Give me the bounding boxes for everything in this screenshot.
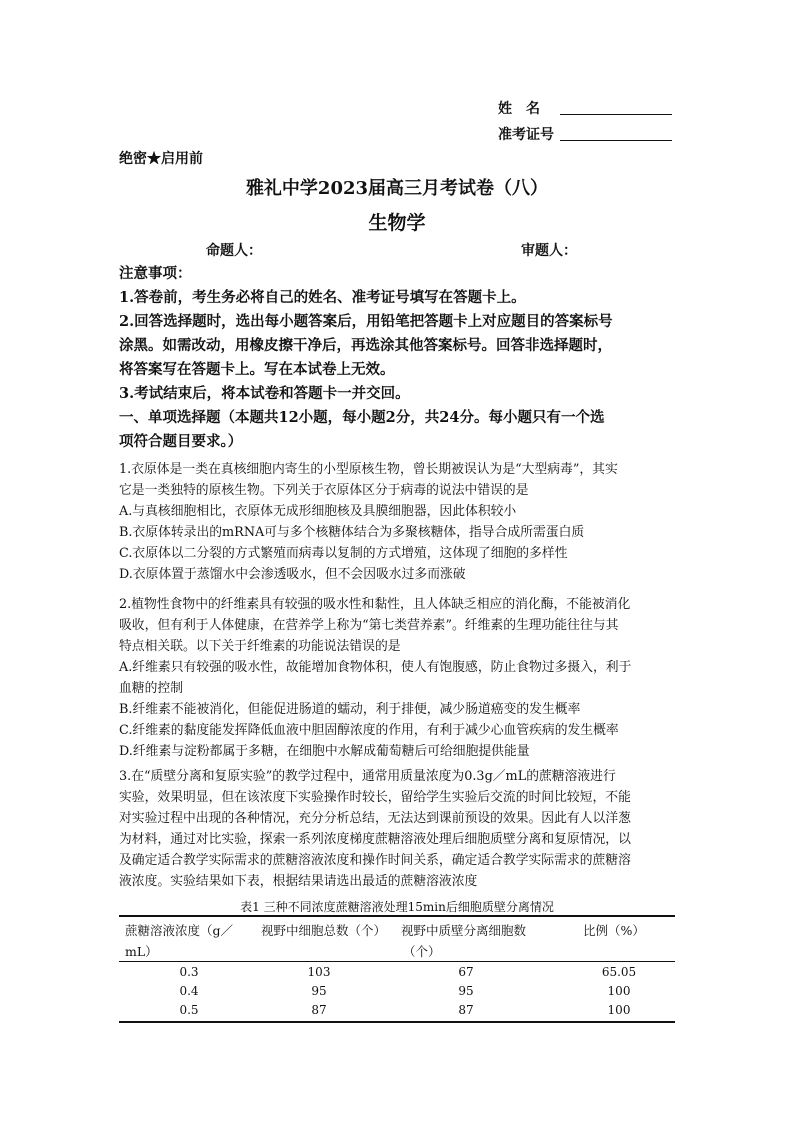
header-total-cells: 视野中细胞总数（个） bbox=[261, 923, 387, 938]
exam-title: 雅礼中学2023届高三月考试卷（八） bbox=[245, 178, 549, 199]
table-cell-concentration: 0.3 bbox=[179, 965, 199, 979]
candidate-id-field bbox=[498, 124, 678, 144]
table-cell-concentration: 0.5 bbox=[179, 1003, 199, 1017]
header-plasmolyzed-unit: （个） bbox=[403, 944, 441, 959]
header-plasmolyzed-cells: 视野中质壁分离细胞数 bbox=[401, 923, 527, 938]
notice-section bbox=[119, 262, 675, 454]
question-3 bbox=[119, 766, 675, 892]
reviewer-label: 审题人： bbox=[521, 243, 577, 259]
option-b: B.衣原体转录出的mRNA可与多个核糖体结合为多聚核糖体，指导合成所需蛋白质 bbox=[119, 525, 585, 540]
question-stem: 实验，效果明显，但在该浓度下实验操作时较长，留给学生实验后交流的时间比较短，不能 bbox=[119, 790, 631, 805]
table-cell-total: 103 bbox=[307, 965, 331, 979]
option-c: C.纤维素的黏度能发挥降低血液中胆固醇浓度的作用，有利于减少心血管疾病的发生概率 bbox=[119, 723, 619, 738]
table-cell-plasmolyzed: 95 bbox=[458, 984, 474, 998]
table-cell-plasmolyzed: 67 bbox=[458, 965, 474, 979]
id-blank-line bbox=[560, 126, 672, 141]
setter-label: 命题人： bbox=[206, 243, 262, 259]
table-top-rule bbox=[119, 915, 675, 917]
table-cell-plasmolyzed: 87 bbox=[458, 1003, 474, 1017]
header-concentration-unit: mL） bbox=[125, 944, 158, 959]
table-cell-ratio: 65.05 bbox=[601, 965, 637, 979]
question-stem: 吸收，但有利于人体健康，在营养学上称为“第七类营养素”。纤维素的生理功能往往与其 bbox=[119, 618, 619, 633]
option-a: A.与真核细胞相比，衣原体无成形细胞核及具膜细胞器，因此体积较小 bbox=[119, 504, 517, 519]
secret-mark: 绝密★启用前 bbox=[119, 151, 203, 167]
table-cell-total: 95 bbox=[311, 984, 327, 998]
option-a: A.纤维素只有较强的吸水性，故能增加食物体积，使人有饱腹感，防止食物过多摄入，利于 bbox=[119, 660, 632, 675]
section-heading-cont: 项符合题目要求。） bbox=[119, 433, 243, 450]
header-ratio: 比例（%） bbox=[583, 923, 645, 938]
notice-item: 2.回答选择题时，选出每小题答案后，用铅笔把答题卡上对应题目的答案标号 bbox=[119, 313, 613, 330]
name-label: 姓 名 bbox=[498, 101, 540, 117]
question-stem: 对实验过程中出现的各种情况，充分分析总结，无法达到课前预设的效果。因此有人以洋葱 bbox=[119, 811, 631, 826]
notice-heading: 注意事项： bbox=[119, 265, 192, 282]
question-stem: 特点相关联。以下关于纤维素的功能说法错误的是 bbox=[119, 639, 401, 654]
notice-item: 涂黑。如需改动，用橡皮擦干净后，再选涂其他答案标号。回答非选择题时， bbox=[119, 337, 612, 354]
notice-item: 将答案写在答题卡上。写在本试卷上无效。 bbox=[119, 361, 395, 378]
option-a-cont: 血糖的控制 bbox=[119, 681, 183, 696]
option-d: D.纤维素与淀粉都属于多糖，在细胞中水解成葡萄糖后可给细胞提供能量 bbox=[119, 744, 530, 759]
question-stem: 它是一类独特的原核生物。下列关于衣原体区分于病毒的说法中错误的是 bbox=[119, 483, 529, 498]
candidate-name-field bbox=[498, 98, 678, 118]
option-d: D.衣原体置于蒸馏水中会渗透吸水，但不会因吸水过多而涨破 bbox=[119, 567, 466, 582]
notice-item: 3.考试结束后，将本试卷和答题卡一并交回。 bbox=[119, 385, 410, 402]
question-1 bbox=[119, 459, 675, 585]
table-bottom-rule bbox=[119, 1021, 675, 1023]
question-stem: 2.植物性食物中的纤维素具有较强的吸水性和黏性，且人体缺乏相应的消化酶，不能被消化 bbox=[119, 597, 631, 612]
header-concentration: 蔗糖溶液浓度（g／ bbox=[125, 923, 234, 938]
table-header-rule bbox=[119, 961, 675, 962]
question-stem: 1.衣原体是一类在真核细胞内寄生的小型原核生物，曾长期被误认为是“大型病毒”，其实 bbox=[119, 462, 618, 477]
notice-item: 1.答卷前，考生务必将自己的姓名、准考证号填写在答题卡上。 bbox=[119, 289, 526, 306]
question-stem: 3.在“质壁分离和复原实验”的教学过程中，通常用质量浓度为0.3g／mL的蔗糖溶液进行 bbox=[119, 769, 616, 784]
question-2 bbox=[119, 594, 675, 762]
option-b: B.纤维素不能被消化，但能促进肠道的蠕动，利于排便，减少肠道癌变的发生概率 bbox=[119, 702, 581, 717]
name-blank-line bbox=[560, 100, 672, 115]
table-cell-total: 87 bbox=[311, 1003, 327, 1017]
question-stem: 及确定适合教学实际需求的蔗糖溶液浓度和操作时间关系，确定适合教学实际需求的蔗糖溶 bbox=[119, 853, 631, 868]
id-label: 准考证号 bbox=[498, 127, 554, 143]
table-cell-ratio: 100 bbox=[607, 1003, 631, 1017]
section-heading: 一、单项选择题（本题共12小题，每小题2分，共24分。每小题只有一个选 bbox=[119, 409, 605, 426]
option-c: C.衣原体以二分裂的方式繁殖而病毒以复制的方式增殖，这体现了细胞的多样性 bbox=[119, 546, 568, 561]
table-caption: 表1 三种不同浓度蔗糖溶液处理15min后细胞质壁分离情况 bbox=[240, 900, 554, 914]
table-cell-ratio: 100 bbox=[607, 984, 631, 998]
table-cell-concentration: 0.4 bbox=[179, 984, 199, 998]
subject-title: 生物学 bbox=[368, 212, 426, 234]
question-stem: 为材料，通过对比实验，探索一系列浓度梯度蔗糖溶液处理后细胞质壁分离和复原情况，以 bbox=[119, 832, 631, 847]
question-stem: 液浓度。实验结果如下表，根据结果请选出最适的蔗糖溶液浓度 bbox=[119, 874, 478, 889]
